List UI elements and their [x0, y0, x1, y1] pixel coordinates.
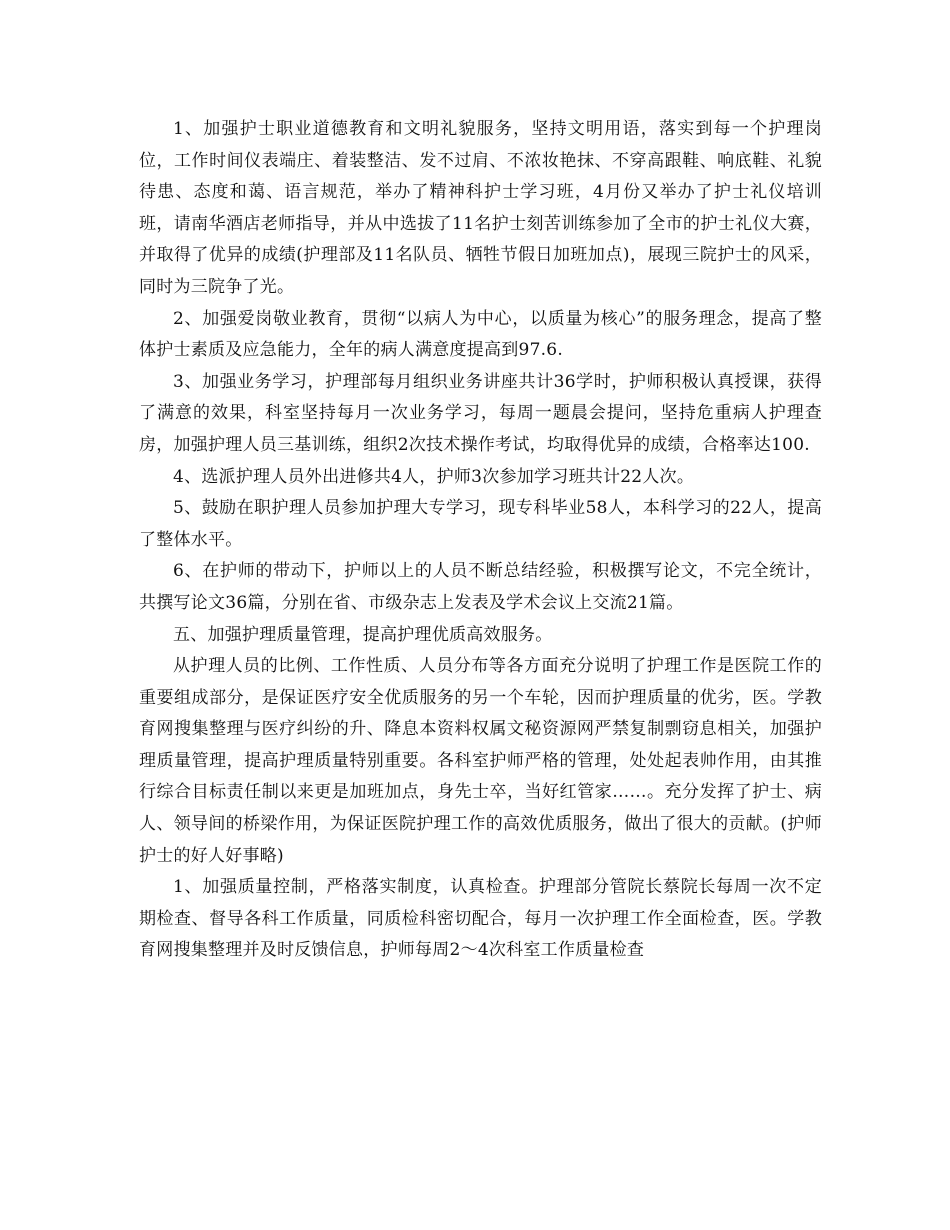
- paragraph-quality-control: 1、加强质量控制，严格落实制度，认真检查。护理部分管院长蔡院长每周一次不定期检查、督导各科工作质量，同质检科密切配合，每月一次护理工作全面检查，医。学教育网搜集整理并及时反馈信息，护师每周2～4次科室工作质量检查: [139, 877, 822, 961]
- paragraph-dedication-education: 2、加强爱岗敬业教育，贯彻“以病人为中心，以质量为核心”的服务理念，提高了整体护士素质及应急能力，全年的病人满意度提高到97.6.: [139, 308, 822, 361]
- paragraph-business-study: 3、加强业务学习，护理部每月组织业务讲座共计36学时，护师积极认真授课，获得了满意的效果，科室坚持每月一次业务学习，每周一题晨会提问，坚持危重病人护理查房，加强护理人员三基训练，组织2次技术操作考试，均取得优异的成绩，合格率达100.: [139, 371, 822, 455]
- document-body: [139, 114, 822, 967]
- paragraph-paper-writing: 6、在护师的带动下，护师以上的人员不断总结经验，积极撰写论文，不完全统计，共撰写论文36篇，分别在省、市级杂志上发表及学术会议上交流21篇。: [139, 561, 822, 613]
- paragraph-etiquette-training: 1、加强护士职业道德教育和文明礼貌服务，坚持文明用语，落实到每一个护理岗位，工作时间仪表端庄、着装整洁、发不过肩、不浓妆艳抹、不穿高跟鞋、响底鞋、礼貌待患、态度和蔼、语言规范，举办了精神科护士学习班，4月份又举办了护士礼仪培训班，请南华酒店老师指导，并从中选拔了11名护士刻苦训练参加了全市的护士礼仪大赛，并取得了优异的成绩(护理部及11名队员、牺牲节假日加班加点)，展现三院护士的风采，同时为三院争了光。: [139, 119, 822, 297]
- paragraph-quality-importance: 从护理人员的比例、工作性质、人员分布等各方面充分说明了护理工作是医院工作的重要组成部分，是保证医疗安全优质服务的另一个车轮，因而护理质量的优劣，医。学教育网搜集整理与医疗纠纷的升、降息本资料权属文秘资源网严禁复制剽窃息相关，加强护理质量管理，提高护理质量特别重要。各科室护师严格的管理，处处起表帅作用，由其推行综合目标责任制以来更是加班加点，身先士卒，当好红管家……。充分发挥了护士、病人、领导间的桥梁作用，为保证医院护理工作的高效优质服务，做出了很大的贡献。(护师护士的好人好事略): [139, 656, 822, 866]
- paragraph-college-study: 5、鼓励在职护理人员参加护理大专学习，现专科毕业58人，本科学习的22人，提高了整体水平。: [139, 498, 822, 550]
- section-heading-quality-management: 五、加强护理质量管理，提高护理优质高效服务。: [173, 624, 553, 645]
- paragraph-external-training: 4、选派护理人员外出进修共4人，护师3次参加学习班共计22人次。: [173, 466, 695, 487]
